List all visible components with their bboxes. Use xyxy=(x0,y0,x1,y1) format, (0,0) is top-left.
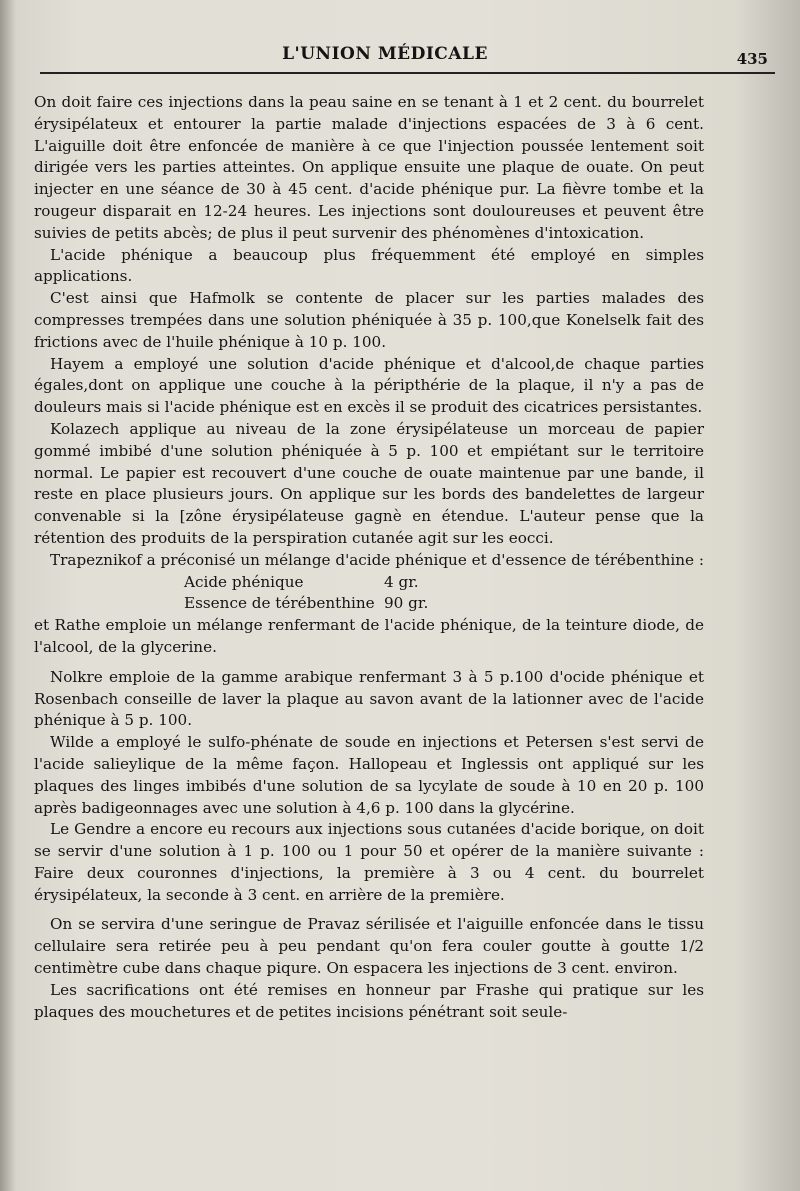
formula-ingredient: Essence de térébenthine xyxy=(184,594,375,613)
page-number: 435 xyxy=(736,50,768,68)
paragraph: C'est ainsi que Hafmolk se contente de placer sur les parties malades des compresses trempées dans une solution phéniquée à 35 p. 100,que Konelselk fait des frictions avec de l'huile phénique à 10 p. 100. xyxy=(34,289,704,351)
paragraph: Wilde a employé le sulfo-phénate de soude en injections et Petersen s'est servi de l'acide salieylique de la même façon. Hallopeau et Inglessis ont appliqué sur les plaques des linges imbibés d'une solution de sa lycylate de soude à 10 en 20 p. 100 après badigeonnages avec une solution à 4,6 p. 100 dans la glycérine. xyxy=(34,733,704,817)
paragraph: On doit faire ces injections dans la peau saine en se tenant à 1 et 2 cent. du bourrelet érysipélateux et entourer la partie malade d'injections espacées de 3 à 6 cent. L'aiguille doit être enfoncée de manière à ce que l'injection poussée lentement soit dirigée vers les parties atteintes. On applique ensuite une plaque de ouate. On peut injecter en une séance de 30 à 45 cent. d'acide phénique pur. La fièvre tombe et la rougeur disparait en 12-24 heures. Les injections sont douloureuses et peuvent être suivies de petits abcès; de plus il peut survenir des phénomènes d'intoxication. xyxy=(34,93,704,242)
paragraph: et Rathe emploie un mélange renfermant de l'acide phénique, de la teinture diode, de l'alcool, de la glycerine. xyxy=(34,616,704,656)
paragraph: L'acide phénique a beaucoup plus fréquemment été employé en simples applications. xyxy=(34,245,704,286)
paragraph: Le Gendre a encore eu recours aux injections sous cutanées d'acide borique, on doit se servir d'une solution à 1 p. 100 ou 1 pour 50 et opérer de la manière suivante : Faire deux couronnes d'injections, la première à 3 ou 4 cent. du bourrelet érysipélateux, la seconde à 3 cent. en arrière de la première. xyxy=(34,820,704,904)
page-header xyxy=(40,44,768,76)
paragraph: Trapeznikof a préconisé un mélange d'acide phénique et d'essence de térébenthine : xyxy=(50,550,704,569)
paragraph: Les sacrifications ont été remises en honneur par Frashe qui pratique sur les plaques des mouchetures et de petites incisions pénétrant soit seule- xyxy=(34,980,704,1021)
paragraph: Kolazech applique au niveau de la zone érysipélateuse un morceau de papier gommé imbibé d'une solution phéniquée à 5 p. 100 et empiétant sur le territoire normal. Le papier est recouvert d'une couche de ouate maintenue par une bande, il reste en place plusieurs jours. On applique sur les bords des bandelettes de largeur convenable si la [zône érysipélateuse gagnè en étendue. L'auteur pense que la rétention des produits de la perspiration cutanée agit sur les eocci. xyxy=(34,419,704,547)
running-title: L'UNION MÉDICALE xyxy=(282,44,488,64)
formula-amount: 90 gr. xyxy=(384,594,429,613)
formula-line xyxy=(34,572,704,594)
formula-line xyxy=(34,593,704,615)
paragraph: On se servira d'une seringue de Pravaz sérilisée et l'aiguille enfoncée dans le tissu cellulaire sera retirée peu à peu pendant qu'on fera couler goutte à goutte 1/2 centimètre cube dans chaque piqure. On espacera les injections de 3 cent. environ. xyxy=(34,915,704,978)
formula-ingredient: Acide phénique xyxy=(184,572,304,591)
paragraph: Hayem a employé une solution d'acide phénique et d'alcool,de chaque parties égales,dont on applique une couche à la péripthérie de la plaque, il n'y a pas de douleurs mais si l'acide phénique est en excès il se produit des cicatrices persistantes. xyxy=(34,354,704,417)
formula-amount: 4 gr. xyxy=(384,572,419,591)
body-text xyxy=(34,92,704,1023)
header-rule xyxy=(40,72,775,74)
paragraph: Nolkre emploie de la gamme arabique renfermant 3 à 5 p.100 d'ocide phénique et Rosenbach conseille de laver la plaque au savon avant de la lationner avec de l'acide phénique à 5 p. 100. xyxy=(34,667,704,730)
